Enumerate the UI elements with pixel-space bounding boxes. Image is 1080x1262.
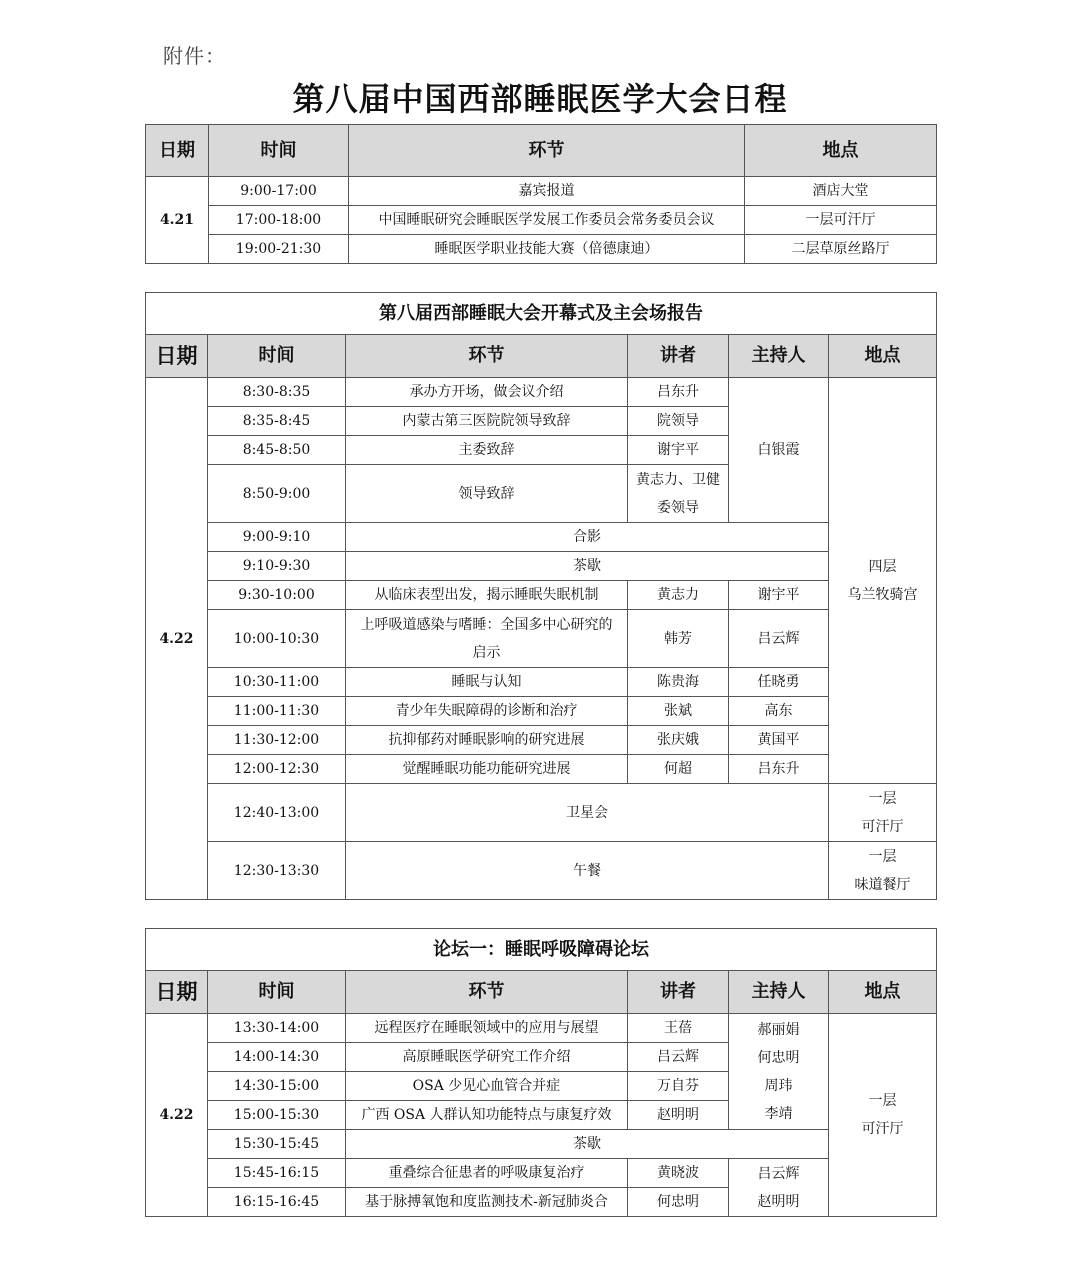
session-cell: 睡眠与认知 bbox=[346, 668, 628, 697]
location-line: 可汗厅 bbox=[861, 1121, 904, 1137]
table-row bbox=[146, 755, 937, 784]
time-cell: 8:30-8:35 bbox=[208, 378, 346, 407]
schedule-table-forum-1 bbox=[145, 928, 937, 1217]
header-speaker: 讲者 bbox=[628, 971, 729, 1014]
host-line: 赵明明 bbox=[757, 1193, 800, 1210]
session-cell: 高原睡眠医学研究工作介绍 bbox=[346, 1043, 628, 1072]
header-location: 地点 bbox=[745, 125, 937, 177]
time-cell: 14:00-14:30 bbox=[208, 1043, 346, 1072]
location-cell: 酒店大堂 bbox=[745, 177, 937, 206]
table-header-row bbox=[146, 335, 937, 378]
session-cell: 睡眠医学职业技能大赛（倍德康迪） bbox=[349, 235, 745, 264]
table-row bbox=[146, 206, 937, 235]
header-speaker: 讲者 bbox=[628, 335, 729, 378]
speaker-cell: 张斌 bbox=[628, 697, 729, 726]
table-row bbox=[146, 581, 937, 610]
table-caption: 第八届西部睡眠大会开幕式及主会场报告 bbox=[146, 293, 937, 335]
speaker-cell: 张庆娥 bbox=[628, 726, 729, 755]
time-cell: 17:00-18:00 bbox=[209, 206, 349, 235]
session-cell: 觉醒睡眠功能功能研究进展 bbox=[346, 755, 628, 784]
host-cell: 高东 bbox=[729, 697, 829, 726]
date-cell: 4.22 bbox=[146, 378, 208, 900]
table-row bbox=[146, 697, 937, 726]
time-cell: 8:35-8:45 bbox=[208, 407, 346, 436]
session-cell: 嘉宾报道 bbox=[349, 177, 745, 206]
time-cell: 12:00-12:30 bbox=[208, 755, 346, 784]
schedule-table-opening bbox=[145, 292, 937, 900]
speaker-line: 委领导 bbox=[657, 499, 699, 516]
session-cell: 主委致辞 bbox=[346, 436, 628, 465]
session-cell: 承办方开场，做会议介绍 bbox=[346, 378, 628, 407]
time-cell: 9:00-17:00 bbox=[209, 177, 349, 206]
session-cell bbox=[346, 610, 628, 668]
speaker-cell: 院领导 bbox=[628, 407, 729, 436]
location-line: 四层 bbox=[868, 558, 897, 575]
table-header-row bbox=[146, 125, 937, 177]
session-cell: 茶歇 bbox=[346, 1130, 829, 1159]
speaker-line: 黄志力、卫健 bbox=[636, 471, 720, 488]
location-cell: 一层可汗厅 bbox=[745, 206, 937, 235]
table-row bbox=[146, 552, 937, 581]
header-date: 日期 bbox=[146, 125, 209, 177]
schedule-table-4-21 bbox=[145, 124, 937, 264]
speaker-cell: 韩芳 bbox=[628, 610, 729, 668]
table-row bbox=[146, 610, 937, 668]
time-cell: 8:45-8:50 bbox=[208, 436, 346, 465]
header-date: 日期 bbox=[146, 971, 208, 1014]
location-cell bbox=[829, 378, 937, 784]
table-row bbox=[146, 378, 937, 407]
session-cell: 卫星会 bbox=[346, 784, 829, 842]
time-cell: 13:30-14:00 bbox=[208, 1014, 346, 1043]
time-cell: 15:45-16:15 bbox=[208, 1159, 346, 1188]
speaker-cell: 谢宇平 bbox=[628, 436, 729, 465]
speaker-cell: 陈贵海 bbox=[628, 668, 729, 697]
session-cell: 午餐 bbox=[346, 842, 829, 900]
host-cell: 黄国平 bbox=[729, 726, 829, 755]
session-cell: 从临床表型出发，揭示睡眠失眠机制 bbox=[346, 581, 628, 610]
date-cell: 4.21 bbox=[146, 177, 209, 264]
speaker-cell: 吕云辉 bbox=[628, 1043, 729, 1072]
host-line: 周玮 bbox=[764, 1077, 793, 1094]
table-row bbox=[146, 523, 937, 552]
header-time: 时间 bbox=[208, 335, 346, 378]
table-row bbox=[146, 1130, 937, 1159]
speaker-cell: 王蓓 bbox=[628, 1014, 729, 1043]
session-cell: 中国睡眠研究会睡眠医学发展工作委员会常务委员会议 bbox=[349, 206, 745, 235]
table-row bbox=[146, 668, 937, 697]
header-date: 日期 bbox=[146, 335, 208, 378]
table-caption: 论坛一：睡眠呼吸障碍论坛 bbox=[146, 929, 937, 971]
time-cell: 11:00-11:30 bbox=[208, 697, 346, 726]
time-cell: 12:30-13:30 bbox=[208, 842, 346, 900]
header-location: 地点 bbox=[829, 971, 937, 1014]
time-cell: 9:30-10:00 bbox=[208, 581, 346, 610]
attachment-label: 附件： bbox=[163, 44, 226, 68]
document-title: 第八届中国西部睡眠医学大会日程 bbox=[292, 80, 788, 118]
time-cell: 10:30-11:00 bbox=[208, 668, 346, 697]
host-cell bbox=[729, 1159, 829, 1217]
location-cell bbox=[829, 1014, 937, 1217]
header-session: 环节 bbox=[349, 125, 745, 177]
time-cell: 9:00-9:10 bbox=[208, 523, 346, 552]
table-row bbox=[146, 235, 937, 264]
host-cell: 白银霞 bbox=[729, 378, 829, 523]
speaker-cell: 黄晓波 bbox=[628, 1159, 729, 1188]
time-cell: 19:00-21:30 bbox=[209, 235, 349, 264]
table-header-row bbox=[146, 971, 937, 1014]
session-cell: OSA 少见心血管合并症 bbox=[346, 1072, 628, 1101]
header-host: 主持人 bbox=[729, 335, 829, 378]
speaker-cell: 万自芬 bbox=[628, 1072, 729, 1101]
location-line: 可汗厅 bbox=[861, 818, 904, 835]
session-cell: 青少年失眠障碍的诊断和治疗 bbox=[346, 697, 628, 726]
session-line: 上呼吸道感染与嗜睡：全国多中心研究的 bbox=[360, 616, 613, 633]
host-cell: 谢宇平 bbox=[729, 581, 829, 610]
speaker-cell: 何超 bbox=[628, 755, 729, 784]
session-cell: 合影 bbox=[346, 523, 829, 552]
host-line: 郝丽娟 bbox=[757, 1021, 800, 1038]
header-session: 环节 bbox=[346, 971, 628, 1014]
host-line: 吕云辉 bbox=[757, 1165, 800, 1182]
caption-row bbox=[146, 293, 937, 335]
header-host: 主持人 bbox=[729, 971, 829, 1014]
location-cell bbox=[829, 842, 937, 900]
time-cell: 11:30-12:00 bbox=[208, 726, 346, 755]
session-cell: 茶歇 bbox=[346, 552, 829, 581]
location-line: 一层 bbox=[868, 848, 897, 865]
location-cell bbox=[829, 784, 937, 842]
session-cell: 领导致辞 bbox=[346, 465, 628, 523]
host-cell: 吕东升 bbox=[729, 755, 829, 784]
header-time: 时间 bbox=[208, 971, 346, 1014]
session-cell: 重叠综合征患者的呼吸康复治疗 bbox=[346, 1159, 628, 1188]
host-cell bbox=[729, 1014, 829, 1130]
location-line: 乌兰牧骑宫 bbox=[847, 586, 918, 603]
location-cell: 二层草原丝路厅 bbox=[745, 235, 937, 264]
table-row bbox=[146, 784, 937, 842]
time-cell: 15:00-15:30 bbox=[208, 1101, 346, 1130]
host-line: 李靖 bbox=[764, 1105, 793, 1122]
session-cell: 抗抑郁药对睡眠影响的研究进展 bbox=[346, 726, 628, 755]
session-cell: 内蒙古第三医院院领导致辞 bbox=[346, 407, 628, 436]
table-row bbox=[146, 1159, 937, 1188]
location-line: 一层 bbox=[868, 1093, 897, 1109]
header-time: 时间 bbox=[209, 125, 349, 177]
session-cell: 基于脉搏氧饱和度监测技术-新冠肺炎合 bbox=[346, 1188, 628, 1217]
session-cell: 远程医疗在睡眠领域中的应用与展望 bbox=[346, 1014, 628, 1043]
table-row bbox=[146, 726, 937, 755]
speaker-cell: 赵明明 bbox=[628, 1101, 729, 1130]
location-line: 一层 bbox=[868, 790, 897, 807]
header-location: 地点 bbox=[829, 335, 937, 378]
time-cell: 15:30-15:45 bbox=[208, 1130, 346, 1159]
location-line: 味道餐厅 bbox=[854, 876, 911, 893]
speaker-cell: 黄志力 bbox=[628, 581, 729, 610]
table-row bbox=[146, 177, 937, 206]
time-cell: 16:15-16:45 bbox=[208, 1188, 346, 1217]
host-cell: 任晓勇 bbox=[729, 668, 829, 697]
time-cell: 8:50-9:00 bbox=[208, 465, 346, 523]
session-line: 启示 bbox=[472, 644, 501, 661]
date-cell: 4.22 bbox=[146, 1014, 208, 1217]
speaker-cell bbox=[628, 465, 729, 523]
table-row bbox=[146, 842, 937, 900]
host-cell: 吕云辉 bbox=[729, 610, 829, 668]
host-line: 何忠明 bbox=[757, 1049, 800, 1066]
session-cell: 广西 OSA 人群认知功能特点与康复疗效 bbox=[346, 1101, 628, 1130]
speaker-cell: 吕东升 bbox=[628, 378, 729, 407]
time-cell: 9:10-9:30 bbox=[208, 552, 346, 581]
table-row bbox=[146, 1014, 937, 1043]
time-cell: 12:40-13:00 bbox=[208, 784, 346, 842]
header-session: 环节 bbox=[346, 335, 628, 378]
speaker-cell: 何忠明 bbox=[628, 1188, 729, 1217]
time-cell: 14:30-15:00 bbox=[208, 1072, 346, 1101]
time-cell: 10:00-10:30 bbox=[208, 610, 346, 668]
caption-row bbox=[146, 929, 937, 971]
